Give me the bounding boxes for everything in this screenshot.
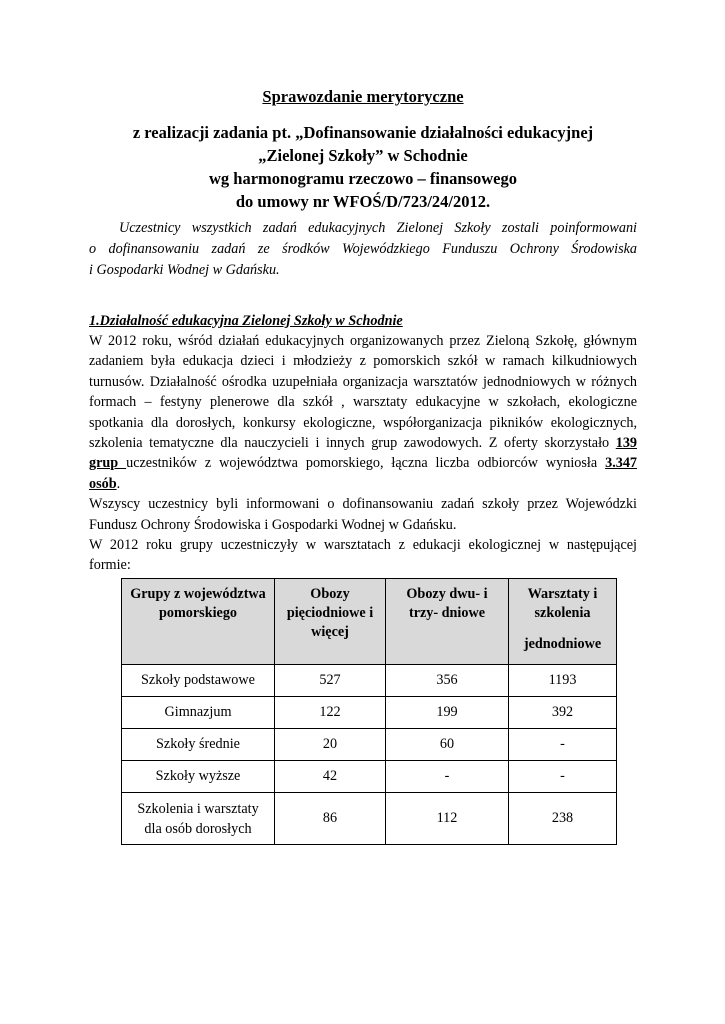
subtitle-line: z realizacji zadania pt. „Dofinansowanie działalności edukacyjnej (132, 123, 594, 142)
groups-count: 139 (615, 434, 637, 451)
table-row (122, 697, 617, 729)
participants-table (121, 578, 617, 845)
cell-group: Gimnazjum (122, 697, 275, 729)
recipients-count: 3.347 (605, 455, 638, 472)
header-text: Obozy (310, 586, 350, 602)
body-line: zadaniem była edukacja dzieci i młodzieży z pomorskich szkół w ramach kilkudniowych (89, 353, 637, 370)
cell-group: Szkoły wyższe (122, 761, 275, 793)
body-line (89, 453, 637, 473)
intro-line: Uczestnicy wszystkich zadań edukacyjnych Zielonej Szkoły zostali poinformowani (119, 220, 637, 236)
header-text: pomorskiego (158, 605, 238, 621)
cell-one-day: - (509, 761, 617, 793)
header-two-three-day (386, 579, 509, 665)
header-text: Obozy dwu- i (406, 586, 488, 602)
cell-five-day: 42 (275, 761, 386, 793)
cell-one-day: - (509, 729, 617, 761)
body-text: uczestników z województwa pomorskiego, łączna liczba odbiorców wyniosła (126, 455, 598, 472)
body-line: W 2012 roku, wśród działań edukacyjnych organizowanych przez Zieloną Szkołę, głównym (89, 333, 637, 349)
header-groups (122, 579, 275, 665)
body-line: Fundusz Ochrony Środowiska i Gospodarki Wodnej w Gdańsku. (89, 516, 457, 533)
intro-paragraph (89, 218, 637, 281)
cell-five-day: 122 (275, 697, 386, 729)
table-row (122, 761, 617, 793)
intro-line: i Gospodarki Wodnej w Gdańsku. (89, 262, 280, 278)
table-row (122, 729, 617, 761)
groups-word: grup (89, 455, 127, 472)
section-body (89, 331, 637, 576)
table-header-row (122, 579, 617, 665)
header-one-day (509, 579, 617, 665)
cell-five-day: 20 (275, 729, 386, 761)
subtitle-line: wg harmonogramu rzeczowo – finansowego (209, 169, 517, 188)
body-text: szkolenia tematyczne dla nauczycieli i innych grup zawodowych. Z oferty skorzystało (89, 434, 610, 451)
cell-two-three-day: 60 (386, 729, 509, 761)
cell-group: Szkoły średnie (122, 729, 275, 761)
cell-text: Szkolenia i warsztaty (137, 800, 259, 817)
body-line: formach – festyny plenerowe dla szkół , warsztaty edukacyjne w szkołach, ekologiczne (89, 394, 637, 411)
header-text: jednodniowe (523, 636, 602, 652)
table-row (122, 793, 617, 845)
table-row (122, 665, 617, 697)
body-line: formie: (89, 557, 131, 574)
subtitle-line: „Zielonej Szkoły” w Schodnie (258, 146, 468, 165)
cell-five-day: 527 (275, 665, 386, 697)
header-text: pięciodniowe i (286, 605, 374, 621)
body-line: turnusów. Działalność ośrodka uzupełniała organizacja warsztatów jednodniowych w różnych (89, 373, 637, 390)
cell-text: dla osób dorosłych (144, 820, 252, 837)
header-text: Warsztaty i (527, 586, 598, 602)
cell-one-day: 238 (509, 793, 617, 845)
persons-word: osób (89, 475, 117, 492)
document-title: Sprawozdanie merytoryczne (262, 87, 464, 106)
cell-group: Szkoły podstawowe (122, 665, 275, 697)
header-text: trzy- dniowe (408, 605, 486, 621)
body-line: Wszyscy uczestnicy byli informowani o dofinansowaniu zadań szkoły przez Wojewódzki (89, 496, 637, 513)
body-line (89, 433, 637, 453)
cell-two-three-day: 199 (386, 697, 509, 729)
header-text: szkolenia (534, 605, 591, 621)
body-line: W 2012 roku grupy uczestniczyły w warsztatach z edukacji ekologicznej w następującej (89, 536, 637, 553)
cell-group (122, 793, 275, 845)
body-line (89, 474, 637, 494)
body-text: . (116, 475, 121, 492)
body-line: spotkania dla dorosłych, konkursy ekologiczne, współorganizacja pikników ekologicznych, (89, 414, 637, 431)
cell-two-three-day: 356 (386, 665, 509, 697)
document-subtitle (89, 121, 637, 213)
cell-two-three-day: 112 (386, 793, 509, 845)
section-heading: 1.Działalność edukacyjna Zielonej Szkoły w Schodnie (89, 313, 403, 329)
header-five-day (275, 579, 386, 665)
intro-line: o dofinansowaniu zadań ze środków Wojewódzkiego Funduszu Ochrony Środowiska (89, 241, 637, 257)
header-text: więcej (311, 624, 349, 640)
cell-five-day: 86 (275, 793, 386, 845)
subtitle-line: do umowy nr WFOŚ/D/723/24/2012. (235, 192, 491, 211)
cell-two-three-day: - (386, 761, 509, 793)
cell-one-day: 392 (509, 697, 617, 729)
header-text: Grupy z województwa (130, 586, 266, 602)
cell-one-day: 1193 (509, 665, 617, 697)
